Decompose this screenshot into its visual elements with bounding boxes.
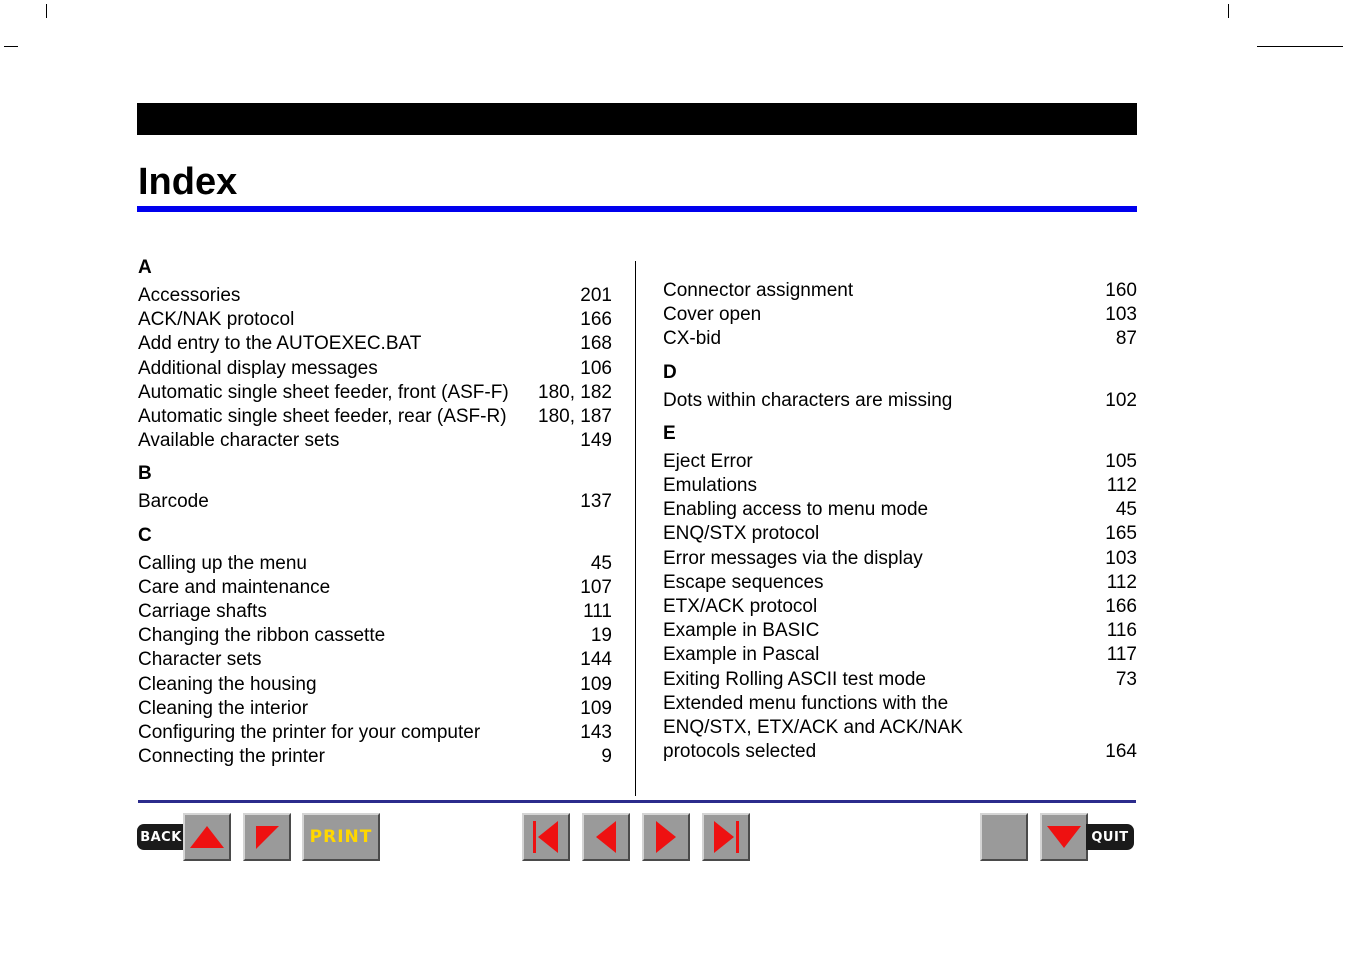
index-term: Automatic single sheet feeder, rear (ASF-R): [138, 406, 507, 428]
index-term: Add entry to the AUTOEXEC.BAT: [138, 333, 422, 355]
header-bar: [137, 103, 1137, 135]
page-reference[interactable]: 137: [580, 491, 612, 513]
index-term: Example in Pascal: [663, 644, 820, 666]
index-term: Barcode: [138, 491, 209, 513]
index-term: Care and maintenance: [138, 576, 331, 598]
index-term: Eject Error: [663, 450, 753, 472]
print-label: PRINT: [309, 827, 373, 847]
section-letter: B: [138, 463, 152, 485]
index-term: ACK/NAK protocol: [138, 309, 295, 331]
index-term: Enabling access to menu mode: [663, 499, 929, 521]
index-entry[interactable]: [138, 308, 612, 332]
back-button[interactable]: [137, 824, 185, 850]
crop-mark: [46, 4, 47, 18]
page-reference[interactable]: 201: [580, 285, 612, 306]
arrow-down-icon: [1045, 824, 1083, 850]
page-reference[interactable]: 105: [1105, 450, 1137, 472]
index-section: [663, 279, 1137, 352]
page-reference[interactable]: 9: [601, 746, 612, 768]
index-entry[interactable]: [663, 547, 1137, 571]
page-reference[interactable]: 103: [1105, 547, 1137, 569]
back-label: BACK: [140, 829, 182, 845]
index-entry[interactable]: [138, 552, 612, 576]
index-entry[interactable]: [663, 619, 1137, 643]
index-entry[interactable]: [663, 474, 1137, 498]
page-reference[interactable]: 143: [580, 722, 612, 744]
column-divider: [635, 261, 636, 796]
index-entry[interactable]: [138, 673, 612, 697]
page-reference[interactable]: 144: [580, 649, 612, 671]
index-entry[interactable]: [138, 600, 612, 624]
index-term: Cleaning the housing: [138, 673, 317, 695]
index-column-right: [663, 279, 1137, 764]
title-underline: [137, 206, 1137, 212]
page-reference[interactable]: 111: [583, 601, 612, 623]
index-term: Configuring the printer for your computer: [138, 722, 481, 744]
page-reference[interactable]: 87: [1115, 328, 1137, 350]
page-reference[interactable]: 168: [580, 333, 612, 355]
first-page-button[interactable]: [522, 813, 570, 861]
page-reference[interactable]: 45: [1115, 499, 1137, 521]
index-entry[interactable]: [663, 595, 1137, 619]
page-reference[interactable]: 45: [590, 552, 612, 574]
history-button[interactable]: [243, 813, 291, 861]
page-reference[interactable]: 117: [1106, 644, 1137, 666]
index-entry[interactable]: [138, 624, 612, 648]
index-entry[interactable]: [663, 643, 1137, 667]
page-reference[interactable]: 112: [1106, 475, 1137, 497]
index-entry[interactable]: [138, 332, 612, 356]
previous-page-button[interactable]: [582, 813, 630, 861]
index-term: ENQ/STX protocol: [663, 523, 820, 545]
page-reference[interactable]: 166: [580, 309, 612, 331]
blank-button[interactable]: [980, 813, 1028, 861]
page-reference[interactable]: 180, 182: [538, 381, 612, 403]
index-section: [138, 459, 612, 514]
index-entry[interactable]: [138, 405, 612, 429]
index-term: Extended menu functions with the: [663, 692, 949, 714]
page-reference[interactable]: 164: [1105, 741, 1137, 763]
index-entry[interactable]: [138, 429, 612, 453]
quit-button[interactable]: [1086, 824, 1134, 850]
index-term: Cover open: [663, 304, 762, 326]
page-reference[interactable]: 107: [580, 576, 612, 598]
page-title: Index: [138, 161, 238, 203]
section-letter: E: [663, 422, 676, 444]
arrow-right-icon: [654, 820, 678, 854]
page-reference[interactable]: 109: [580, 673, 612, 695]
index-term: Example in BASIC: [663, 620, 820, 642]
page-reference[interactable]: 109: [580, 697, 612, 719]
quit-label: QUIT: [1091, 829, 1129, 845]
index-term: Automatic single sheet feeder, front (ASF-F): [138, 381, 509, 403]
index-entry[interactable]: [663, 571, 1137, 595]
index-term: Character sets: [138, 649, 262, 671]
index-term: Emulations: [663, 475, 757, 497]
page-reference[interactable]: 73: [1115, 668, 1137, 690]
page-reference[interactable]: 112: [1106, 571, 1137, 593]
section-letter: A: [138, 257, 152, 278]
index-term: Dots within characters are missing: [663, 389, 953, 411]
index-term: Available character sets: [138, 430, 340, 452]
arrow-down-left-icon: [253, 823, 281, 851]
index-entry[interactable]: [663, 450, 1137, 474]
arrow-left-icon: [594, 820, 618, 854]
index-section: [138, 521, 612, 770]
index-term: CX-bid: [663, 328, 722, 350]
section-letter: D: [663, 361, 677, 383]
arrow-up-icon: [188, 824, 226, 850]
crop-mark: [1228, 4, 1229, 18]
index-entry[interactable]: [138, 648, 612, 672]
index-term: protocols selected: [663, 741, 817, 763]
page-reference[interactable]: 106: [580, 357, 612, 379]
next-page-button[interactable]: [642, 813, 690, 861]
index-entry[interactable]: [138, 490, 612, 514]
index-entry[interactable]: [663, 279, 1137, 303]
index-entry[interactable]: [663, 389, 1137, 413]
page-reference[interactable]: 160: [1105, 280, 1137, 301]
footer-rule: [138, 800, 1136, 803]
index-term: Cleaning the interior: [138, 697, 309, 719]
index-term: Changing the ribbon cassette: [138, 625, 386, 647]
page-reference[interactable]: 149: [580, 430, 612, 452]
crop-mark: [4, 46, 18, 47]
index-section: [663, 419, 1137, 765]
index-entry[interactable]: [663, 692, 1137, 716]
page-reference[interactable]: 102: [1105, 389, 1137, 411]
index-entry[interactable]: [138, 745, 612, 769]
index-section: [138, 253, 612, 453]
page-reference[interactable]: 103: [1105, 304, 1137, 326]
index-term: Escape sequences: [663, 571, 824, 593]
next-view-button[interactable]: [1040, 813, 1088, 861]
index-term: Connector assignment: [663, 280, 854, 301]
first-page-icon: [531, 820, 561, 854]
index-entry[interactable]: [138, 284, 612, 308]
last-page-button[interactable]: [702, 813, 750, 861]
index-entry[interactable]: [138, 721, 612, 745]
index-entry[interactable]: [663, 668, 1137, 692]
last-page-icon: [711, 820, 741, 854]
index-term: Calling up the menu: [138, 552, 307, 574]
page-reference[interactable]: 180, 187: [538, 406, 612, 428]
index-term: Error messages via the display: [663, 547, 923, 569]
page-reference[interactable]: 166: [1105, 596, 1137, 618]
index-term: Connecting the printer: [138, 746, 325, 768]
page-reference[interactable]: 19: [590, 625, 612, 647]
index-entry[interactable]: [663, 740, 1137, 764]
index-term: Carriage shafts: [138, 601, 267, 623]
page-reference[interactable]: 165: [1105, 523, 1137, 545]
index-term: Additional display messages: [138, 357, 378, 379]
index-entry[interactable]: [138, 381, 612, 405]
index-term: ETX/ACK protocol: [663, 596, 818, 618]
index-entry[interactable]: [138, 697, 612, 721]
index-term: ENQ/STX, ETX/ACK and ACK/NAK: [663, 717, 963, 739]
index-column-left: [138, 253, 612, 769]
index-entry[interactable]: [663, 716, 1137, 740]
index-section: [663, 358, 1137, 413]
index-term: Accessories: [138, 285, 241, 306]
section-letter: C: [138, 524, 152, 546]
index-entry[interactable]: [138, 357, 612, 381]
index-term: Exiting Rolling ASCII test mode: [663, 668, 926, 690]
page-reference[interactable]: 116: [1106, 620, 1137, 642]
previous-view-button[interactable]: [183, 813, 231, 861]
index-entry[interactable]: [663, 522, 1137, 546]
crop-mark: [1257, 46, 1343, 47]
index-entry[interactable]: [663, 303, 1137, 327]
print-button[interactable]: [302, 813, 380, 861]
index-entry[interactable]: [663, 327, 1137, 351]
index-entry[interactable]: [663, 498, 1137, 522]
index-entry[interactable]: [138, 576, 612, 600]
